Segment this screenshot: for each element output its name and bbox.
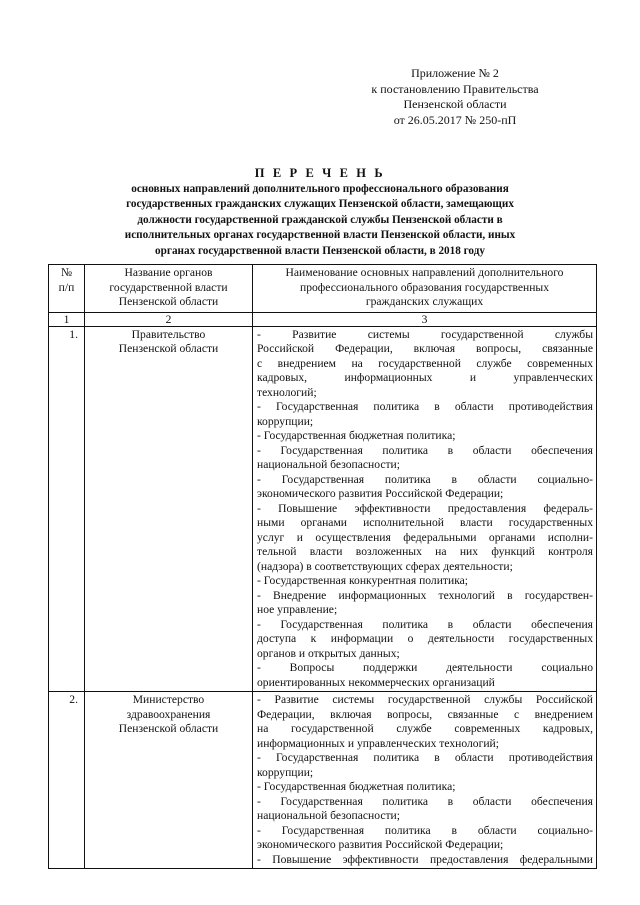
- header-text: Название органов: [124, 266, 213, 279]
- header-text: Пензенской области: [118, 295, 219, 308]
- direction-line: Федерации, включая вопросы, связанные с внедрением: [257, 707, 593, 721]
- table-header-row: [49, 265, 597, 313]
- header-number-cell: [49, 265, 85, 313]
- direction-line: кадровых, информационных и управленческих: [257, 371, 593, 384]
- column-number: 1: [49, 312, 85, 326]
- organ-name-line: Министерство: [132, 693, 205, 706]
- direction-line: экономического развития Российской Федерации;: [257, 487, 504, 500]
- appendix-line: Пензенской области: [403, 97, 507, 111]
- header-directions-cell: [253, 265, 597, 313]
- organ-name: [85, 692, 253, 869]
- heading-line: органах государственной власти Пензенской области, в 2018 году: [155, 244, 485, 257]
- header-text: Наименование основных направлений дополнительного: [285, 266, 564, 279]
- direction-line: на государственной службе современных кадровых,: [257, 722, 593, 735]
- column-number-row: [49, 312, 597, 326]
- heading-line: основных направлений дополнительного профессионального образования: [131, 183, 509, 195]
- directions-list: [253, 326, 597, 692]
- direction-line: национальной безопасности;: [257, 458, 400, 471]
- appendix-line: к постановлению Правительства: [371, 81, 539, 96]
- organ-name-line: Правительство: [131, 327, 206, 341]
- header-text: п/п: [58, 280, 75, 294]
- direction-line: - Государственная бюджетная политика;: [257, 780, 456, 793]
- direction-line: ное управление;: [257, 603, 338, 616]
- directions-table: [48, 264, 597, 869]
- direction-line: доступа к информации о деятельности государственных: [257, 632, 593, 645]
- direction-line: информационных и управленческих технологий;: [257, 736, 499, 750]
- header-text: профессионального образования государственных: [300, 280, 549, 294]
- directions-list: [253, 692, 597, 869]
- direction-line: ными органами исполнительной власти государственных: [257, 516, 593, 529]
- direction-line: - Вопросы поддержки деятельности социально: [257, 661, 593, 674]
- direction-line: с внедрением на государственной службе современных: [257, 356, 593, 370]
- heading-line: должности государственной гражданской службы Пензенской области в: [137, 213, 503, 226]
- direction-line: - Государственная политика в области противодействия: [257, 400, 593, 413]
- document-title: П Е Р Е Ч Е Н Ь: [254, 166, 386, 180]
- direction-line: ориентированных некоммерческих организаций: [257, 675, 495, 689]
- direction-line: национальной безопасности;: [257, 809, 400, 822]
- table-row: [49, 692, 597, 869]
- organ-name-line: здравоохранения: [126, 707, 211, 721]
- direction-line: - Государственная политика в области обеспечения: [257, 794, 593, 808]
- heading-line: государственных гражданских служащих Пензенской области, замещающих: [126, 198, 514, 211]
- direction-line: - Развитие системы государственной службы: [257, 327, 593, 341]
- organ-name-line: Пензенской области: [118, 722, 219, 735]
- direction-line: - Государственная бюджетная политика;: [257, 429, 456, 442]
- direction-line: тельной власти возложенных на них функций контроля: [257, 545, 593, 558]
- appendix-note: [360, 66, 550, 128]
- appendix-line: Приложение № 2: [411, 66, 499, 80]
- direction-line: - Внедрение информационных технологий в государствен-: [257, 588, 593, 602]
- appendix-date-line: от 26.05.2017 № 250-пП: [393, 112, 517, 127]
- header-text: государственной власти: [109, 280, 228, 294]
- direction-line: технологий;: [257, 385, 317, 399]
- direction-line: - Государственная политика в области социально-: [257, 823, 593, 837]
- column-number: 2: [85, 312, 253, 326]
- direction-line: - Развитие системы государственной службы Российской: [257, 693, 593, 706]
- direction-line: коррупции;: [257, 414, 314, 428]
- organ-name: [85, 326, 253, 692]
- header-text: №: [60, 266, 73, 279]
- direction-line: органов и открытых данных;: [257, 646, 400, 660]
- direction-line: - Государственная политика в области социально-: [257, 472, 593, 486]
- direction-line: коррупции;: [257, 765, 314, 779]
- direction-line: - Государственная конкурентная политика;: [257, 574, 469, 587]
- column-number: 3: [253, 312, 597, 326]
- direction-line: услуг и осуществления федеральными органами исполни-: [257, 530, 593, 544]
- heading-line: исполнительных органах государственной власти Пензенской области, иных: [124, 229, 516, 242]
- direction-line: - Государственная политика в области противодействия: [257, 751, 593, 764]
- header-text: гражданских служащих: [365, 295, 484, 308]
- direction-line: (надзора) в соответствующих сферах деятельности;: [257, 559, 513, 573]
- direction-line: Российской Федерации, включая вопросы, связанные: [257, 342, 593, 355]
- header-organ-cell: [85, 265, 253, 313]
- direction-line: - Государственная политика в области обеспечения: [257, 443, 593, 457]
- row-number: 1.: [49, 326, 85, 692]
- table-row: [49, 326, 597, 692]
- direction-line: - Повышение эффективности предоставления федеральными: [257, 852, 593, 866]
- document-heading: [80, 165, 560, 259]
- row-number: 2.: [49, 692, 85, 869]
- direction-line: экономического развития Российской Федерации;: [257, 838, 504, 851]
- organ-name-line: Пензенской области: [118, 342, 219, 355]
- direction-line: - Повышение эффективности предоставления федераль-: [257, 501, 593, 515]
- direction-line: - Государственная политика в области обеспечения: [257, 617, 593, 631]
